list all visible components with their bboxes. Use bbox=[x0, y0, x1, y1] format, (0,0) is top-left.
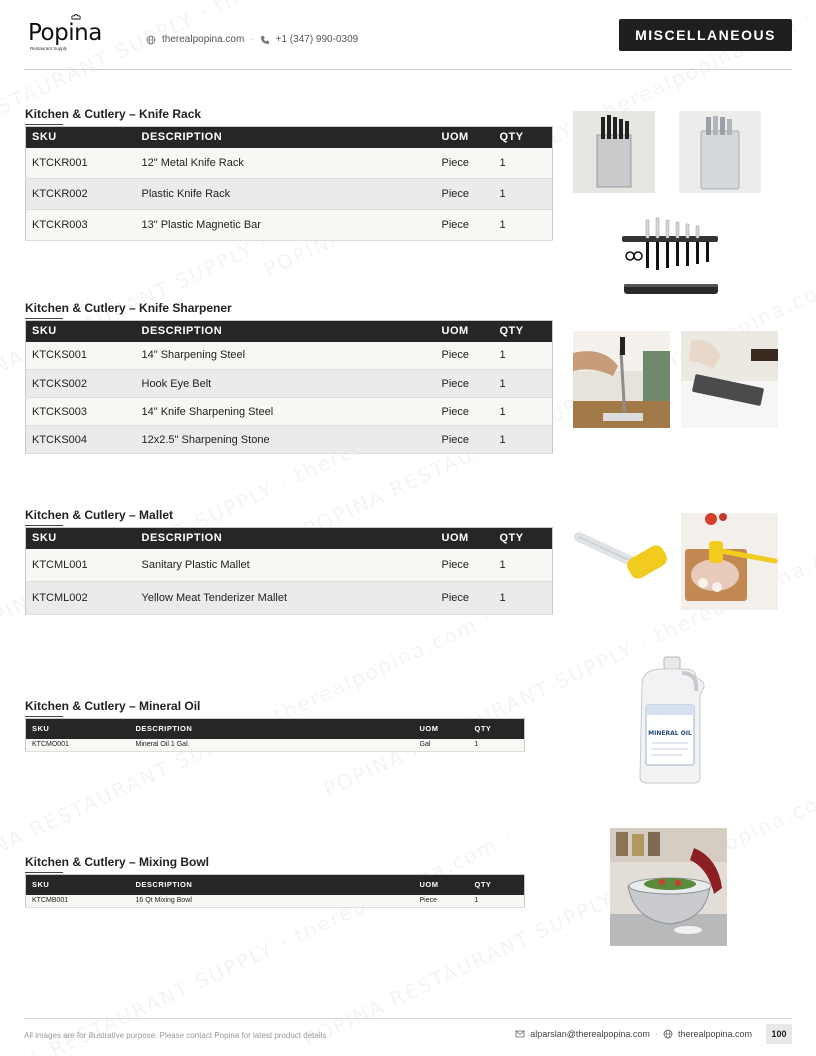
section-title: Kitchen & Cutlery – Knife Sharpener bbox=[25, 300, 553, 316]
product-table bbox=[25, 320, 553, 454]
col-description: DESCRIPTION bbox=[130, 875, 414, 895]
metal-knife-rack-image bbox=[573, 111, 655, 193]
cell-qty: 1 bbox=[494, 370, 553, 398]
table-row[interactable] bbox=[26, 549, 553, 582]
cell-sku: KTCML002 bbox=[26, 582, 136, 615]
table-header-row bbox=[26, 127, 553, 148]
col-description: DESCRIPTION bbox=[136, 528, 436, 549]
product-table bbox=[25, 126, 553, 241]
cell-description: Mineral Oil 1 Gal. bbox=[130, 739, 414, 752]
cell-sku: KTCML001 bbox=[26, 549, 136, 582]
table-row[interactable] bbox=[26, 895, 525, 908]
col-uom: UOM bbox=[436, 127, 494, 148]
cell-qty: 1 bbox=[494, 342, 553, 370]
table-row[interactable] bbox=[26, 370, 553, 398]
section-mineral-oil bbox=[25, 698, 525, 752]
table-header-row bbox=[26, 875, 525, 895]
header-contact bbox=[146, 34, 358, 45]
cell-description: 14" Knife Sharpening Steel bbox=[136, 398, 436, 426]
mixing-bowl-image bbox=[610, 828, 727, 946]
cell-uom: Gal bbox=[414, 739, 469, 752]
sanitary-mallet-image bbox=[573, 513, 670, 610]
category-badge: MISCELLANEOUS bbox=[619, 19, 792, 51]
table-row[interactable] bbox=[26, 582, 553, 615]
table-row[interactable] bbox=[26, 210, 553, 241]
col-description: DESCRIPTION bbox=[136, 321, 436, 342]
table-row[interactable] bbox=[26, 342, 553, 370]
col-uom: UOM bbox=[436, 321, 494, 342]
col-qty: QTY bbox=[494, 321, 553, 342]
col-sku: SKU bbox=[26, 127, 136, 148]
table-row[interactable] bbox=[26, 148, 553, 179]
globe-icon bbox=[663, 1029, 673, 1039]
separator-dot: · bbox=[250, 34, 254, 45]
footer-disclaimer: All images are for illustrative purpose. Please contact Popina for latest product details bbox=[24, 1031, 327, 1040]
table-row[interactable] bbox=[26, 739, 525, 752]
magnetic-knife-bar-image bbox=[620, 212, 720, 298]
page-header bbox=[24, 18, 792, 70]
mineral-oil-label: MINERAL OIL bbox=[648, 730, 692, 737]
footer-contact bbox=[515, 1029, 752, 1039]
cell-sku: KTCKS004 bbox=[26, 426, 136, 454]
col-description: DESCRIPTION bbox=[136, 127, 436, 148]
section-title: Kitchen & Cutlery – Mixing Bowl bbox=[25, 854, 525, 870]
col-qty: QTY bbox=[494, 528, 553, 549]
page-number: 100 bbox=[766, 1024, 792, 1044]
cell-sku: KTCMB001 bbox=[26, 895, 130, 908]
page-footer bbox=[24, 1018, 792, 1048]
logo-tagline: Restaurant Supply bbox=[30, 46, 68, 51]
chef-hat-icon bbox=[71, 14, 81, 20]
col-uom: UOM bbox=[414, 875, 469, 895]
table-header-row bbox=[26, 719, 525, 739]
cell-description: 16 Qt Mixing Bowl bbox=[130, 895, 414, 908]
cell-qty: 1 bbox=[494, 426, 553, 454]
meat-tenderizer-mallet-image bbox=[681, 513, 778, 610]
cell-description: Plastic Knife Rack bbox=[136, 179, 436, 210]
col-sku: SKU bbox=[26, 719, 130, 739]
cell-uom: Piece bbox=[436, 582, 494, 615]
footer-website-link[interactable]: therealpopina.com bbox=[677, 1029, 752, 1039]
section-title: Kitchen & Cutlery – Knife Rack bbox=[25, 106, 553, 122]
popina-logo[interactable] bbox=[28, 20, 108, 54]
cell-sku: KTCKS002 bbox=[26, 370, 136, 398]
cell-uom: Piece bbox=[436, 210, 494, 241]
sharpening-steel-image bbox=[573, 331, 670, 428]
table-row[interactable] bbox=[26, 398, 553, 426]
table-row[interactable] bbox=[26, 426, 553, 454]
cell-sku: KTCKR001 bbox=[26, 148, 136, 179]
separator-dot: · bbox=[654, 1029, 658, 1039]
table-header-row bbox=[26, 321, 553, 342]
cell-uom: Piece bbox=[436, 179, 494, 210]
table-row[interactable] bbox=[26, 179, 553, 210]
cell-qty: 1 bbox=[469, 739, 525, 752]
header-website-link[interactable]: therealpopina.com bbox=[162, 34, 245, 45]
col-sku: SKU bbox=[26, 875, 130, 895]
cell-description: Yellow Meat Tenderizer Mallet bbox=[136, 582, 436, 615]
col-description: DESCRIPTION bbox=[130, 719, 414, 739]
cell-qty: 1 bbox=[494, 549, 553, 582]
cell-sku: KTCKR003 bbox=[26, 210, 136, 241]
logo-wordmark: Popina bbox=[28, 20, 102, 46]
col-sku: SKU bbox=[26, 321, 136, 342]
header-phone-link[interactable]: +1 (347) 990-0309 bbox=[275, 34, 359, 45]
section-title: Kitchen & Cutlery – Mineral Oil bbox=[25, 698, 525, 714]
cell-sku: KTCKR002 bbox=[26, 179, 136, 210]
cell-uom: Piece bbox=[436, 549, 494, 582]
product-table bbox=[25, 718, 525, 752]
cell-sku: KTCKS001 bbox=[26, 342, 136, 370]
cell-description: Sanitary Plastic Mallet bbox=[136, 549, 436, 582]
cell-description: 14" Sharpening Steel bbox=[136, 342, 436, 370]
cell-qty: 1 bbox=[494, 398, 553, 426]
cell-qty: 1 bbox=[494, 582, 553, 615]
cell-sku: KTCMO001 bbox=[26, 739, 130, 752]
col-qty: QTY bbox=[469, 875, 525, 895]
section-knife-rack bbox=[25, 106, 553, 241]
cell-uom: Piece bbox=[436, 148, 494, 179]
section-title: Kitchen & Cutlery – Mallet bbox=[25, 507, 553, 523]
mineral-oil-jug-image bbox=[632, 655, 712, 785]
cell-uom: Piece bbox=[436, 370, 494, 398]
footer-email-link[interactable]: alparslan@therealpopina.com bbox=[530, 1029, 650, 1039]
plastic-knife-rack-image bbox=[679, 111, 761, 193]
cell-description: 12" Metal Knife Rack bbox=[136, 148, 436, 179]
cell-description: Hook Eye Belt bbox=[136, 370, 436, 398]
col-qty: QTY bbox=[469, 719, 525, 739]
product-table bbox=[25, 527, 553, 615]
watermark-line bbox=[300, 775, 816, 1052]
cell-description: 12x2.5" Sharpening Stone bbox=[136, 426, 436, 454]
cell-qty: 1 bbox=[494, 179, 553, 210]
cell-description: 13" Plastic Magnetic Bar bbox=[136, 210, 436, 241]
section-mixing-bowl bbox=[25, 854, 525, 908]
sharpening-stone-image bbox=[681, 331, 778, 428]
cell-sku: KTCKS003 bbox=[26, 398, 136, 426]
globe-icon bbox=[146, 35, 156, 45]
col-qty: QTY bbox=[494, 127, 553, 148]
product-table bbox=[25, 874, 525, 908]
cell-qty: 1 bbox=[494, 148, 553, 179]
col-sku: SKU bbox=[26, 528, 136, 549]
phone-icon bbox=[260, 35, 270, 45]
table-header-row bbox=[26, 528, 553, 549]
col-uom: UOM bbox=[436, 528, 494, 549]
cell-qty: 1 bbox=[494, 210, 553, 241]
col-uom: UOM bbox=[414, 719, 469, 739]
cell-uom: Piece bbox=[436, 426, 494, 454]
cell-qty: 1 bbox=[469, 895, 525, 908]
section-mallet bbox=[25, 507, 553, 615]
section-knife-sharpener bbox=[25, 300, 553, 454]
mail-icon bbox=[515, 1029, 525, 1039]
cell-uom: Piece bbox=[436, 342, 494, 370]
cell-uom: Piece bbox=[414, 895, 469, 908]
cell-uom: Piece bbox=[436, 398, 494, 426]
